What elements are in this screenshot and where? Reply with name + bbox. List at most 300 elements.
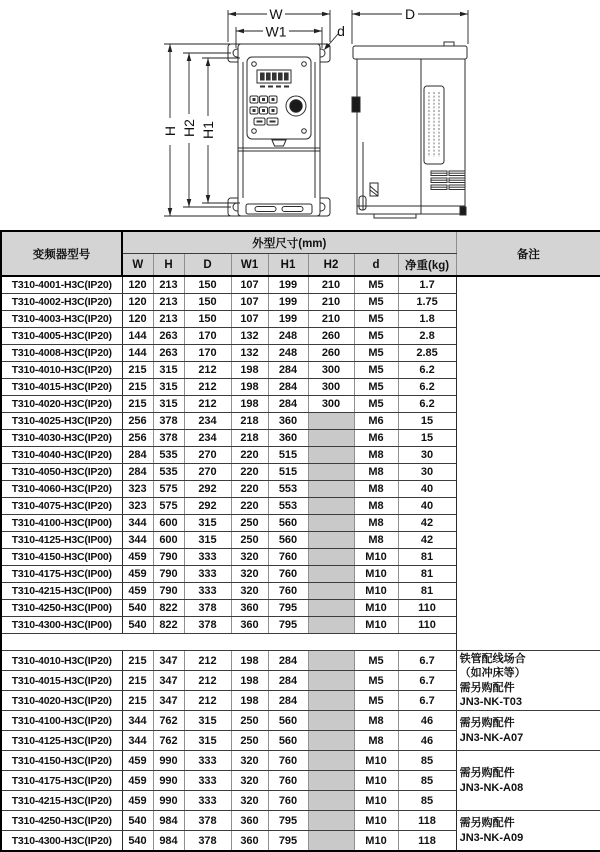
cell-w1: 360 xyxy=(231,831,268,852)
cell-h2 xyxy=(308,691,354,711)
cell-h: 213 xyxy=(153,311,184,328)
cell-d: M10 xyxy=(354,549,398,566)
spacer-cell xyxy=(1,634,456,651)
cell-h2 xyxy=(308,566,354,583)
header-col-h2: H2 xyxy=(308,254,354,277)
dim-label-w: W xyxy=(269,6,283,22)
cell-w: 459 xyxy=(122,583,153,600)
cell-h2 xyxy=(308,600,354,617)
cell-d: M8 xyxy=(354,515,398,532)
cell-w: 120 xyxy=(122,276,153,294)
cell-h2 xyxy=(308,711,354,731)
cell-remark: 需另购配件 JN3-NK-A09 xyxy=(456,811,600,852)
cell-model: T310-4020-H3C(IP20) xyxy=(1,396,122,413)
cell-d: M10 xyxy=(354,600,398,617)
cell-h1: 760 xyxy=(268,771,308,791)
header-dims-group: 外型尺寸(mm) xyxy=(122,231,456,254)
cell-w: 144 xyxy=(122,328,153,345)
cell-h1: 760 xyxy=(268,583,308,600)
cell-h2 xyxy=(308,464,354,481)
cell-w1: 250 xyxy=(231,711,268,731)
cell-h: 790 xyxy=(153,549,184,566)
cell-d: 292 xyxy=(184,498,231,515)
cell-weight: 1.8 xyxy=(398,311,456,328)
cell-w: 459 xyxy=(122,791,153,811)
cell-w: 120 xyxy=(122,294,153,311)
cell-d: M5 xyxy=(354,379,398,396)
cell-weight: 6.2 xyxy=(398,396,456,413)
cell-h: 378 xyxy=(153,430,184,447)
table-section-2 xyxy=(1,651,600,852)
cell-weight: 46 xyxy=(398,731,456,751)
cell-h1: 795 xyxy=(268,617,308,634)
cell-weight: 110 xyxy=(398,617,456,634)
cell-model: T310-4150-H3C(IP00) xyxy=(1,549,122,566)
cell-h2: 300 xyxy=(308,379,354,396)
header-col-h1: H1 xyxy=(268,254,308,277)
cell-d: M8 xyxy=(354,532,398,549)
cell-d: 234 xyxy=(184,413,231,430)
cell-w: 344 xyxy=(122,711,153,731)
cell-w: 256 xyxy=(122,430,153,447)
header-model: 变频器型号 xyxy=(1,231,122,276)
cell-remark: 铁管配线场合 （如冲床等） 需另购配件 JN3-NK-T03 xyxy=(456,651,600,711)
cell-h1: 284 xyxy=(268,691,308,711)
cell-h: 347 xyxy=(153,691,184,711)
cell-d: 378 xyxy=(184,811,231,831)
cell-w: 540 xyxy=(122,600,153,617)
dimensions-table xyxy=(0,230,600,852)
cell-model: T310-4100-H3C(IP20) xyxy=(1,711,122,731)
cell-d: 315 xyxy=(184,711,231,731)
cell-h1: 553 xyxy=(268,498,308,515)
cell-model: T310-4050-H3C(IP20) xyxy=(1,464,122,481)
cell-h: 213 xyxy=(153,276,184,294)
cell-weight: 30 xyxy=(398,447,456,464)
cell-h: 347 xyxy=(153,651,184,671)
cell-weight: 110 xyxy=(398,600,456,617)
cell-h1: 553 xyxy=(268,481,308,498)
cell-h1: 284 xyxy=(268,362,308,379)
cell-d: 270 xyxy=(184,464,231,481)
table-row xyxy=(1,276,600,294)
cell-h1: 760 xyxy=(268,566,308,583)
cell-w: 284 xyxy=(122,447,153,464)
cell-w1: 250 xyxy=(231,731,268,751)
cell-w1: 132 xyxy=(231,328,268,345)
cell-h: 263 xyxy=(153,345,184,362)
cell-h1: 360 xyxy=(268,430,308,447)
cell-d: M8 xyxy=(354,464,398,481)
cell-weight: 2.85 xyxy=(398,345,456,362)
cell-weight: 81 xyxy=(398,583,456,600)
cell-model: T310-4030-H3C(IP20) xyxy=(1,430,122,447)
cell-h2 xyxy=(308,583,354,600)
cell-h: 762 xyxy=(153,711,184,731)
cell-w: 215 xyxy=(122,379,153,396)
header-col-d: D xyxy=(184,254,231,277)
cell-w1: 198 xyxy=(231,651,268,671)
cell-w1: 220 xyxy=(231,447,268,464)
cell-model: T310-4001-H3C(IP20) xyxy=(1,276,122,294)
cell-d: M8 xyxy=(354,731,398,751)
cell-h1: 199 xyxy=(268,311,308,328)
cell-h2 xyxy=(308,831,354,852)
cell-model: T310-4175-H3C(IP00) xyxy=(1,566,122,583)
cell-d: 150 xyxy=(184,311,231,328)
cell-model: T310-4250-H3C(IP00) xyxy=(1,600,122,617)
cell-model: T310-4008-H3C(IP20) xyxy=(1,345,122,362)
cell-h2 xyxy=(308,447,354,464)
cell-model: T310-4015-H3C(IP20) xyxy=(1,379,122,396)
dim-label-w1: W1 xyxy=(265,23,287,40)
cell-d: 270 xyxy=(184,447,231,464)
cell-remark: 需另购配件 JN3-NK-A08 xyxy=(456,751,600,811)
cell-d: 212 xyxy=(184,691,231,711)
cell-w: 215 xyxy=(122,362,153,379)
cell-d: 212 xyxy=(184,671,231,691)
cell-w1: 360 xyxy=(231,811,268,831)
cell-w: 540 xyxy=(122,811,153,831)
cell-h: 315 xyxy=(153,379,184,396)
cell-w1: 198 xyxy=(231,379,268,396)
header-col-w: W xyxy=(122,254,153,277)
cell-h2: 300 xyxy=(308,362,354,379)
cell-w: 459 xyxy=(122,771,153,791)
cell-weight: 6.7 xyxy=(398,691,456,711)
cell-h1: 795 xyxy=(268,811,308,831)
cell-w: 323 xyxy=(122,498,153,515)
cell-d: M5 xyxy=(354,671,398,691)
cell-h1: 560 xyxy=(268,731,308,751)
cell-weight: 46 xyxy=(398,711,456,731)
cell-h1: 515 xyxy=(268,464,308,481)
cell-d: M10 xyxy=(354,791,398,811)
cell-w: 256 xyxy=(122,413,153,430)
cell-model: T310-4300-H3C(IP00) xyxy=(1,617,122,634)
cell-h2: 210 xyxy=(308,294,354,311)
cell-d: M10 xyxy=(354,566,398,583)
cell-w: 215 xyxy=(122,691,153,711)
cell-w1: 220 xyxy=(231,498,268,515)
cell-d: 378 xyxy=(184,831,231,852)
cell-d: M8 xyxy=(354,711,398,731)
cell-d: 315 xyxy=(184,532,231,549)
cell-weight: 85 xyxy=(398,771,456,791)
dim-label-h: H xyxy=(162,125,178,137)
cell-d: 333 xyxy=(184,771,231,791)
cell-h2 xyxy=(308,651,354,671)
cell-d: M8 xyxy=(354,481,398,498)
cell-h1: 199 xyxy=(268,276,308,294)
cell-h1: 284 xyxy=(268,396,308,413)
cell-d: M10 xyxy=(354,811,398,831)
cell-w: 323 xyxy=(122,481,153,498)
cell-w1: 320 xyxy=(231,751,268,771)
cell-weight: 1.75 xyxy=(398,294,456,311)
cell-h2: 210 xyxy=(308,276,354,294)
cell-h: 575 xyxy=(153,481,184,498)
cell-h: 600 xyxy=(153,515,184,532)
cell-h2: 260 xyxy=(308,345,354,362)
table-row xyxy=(1,711,600,731)
cell-h: 575 xyxy=(153,498,184,515)
cell-w: 344 xyxy=(122,532,153,549)
cell-h1: 284 xyxy=(268,651,308,671)
cell-w1: 320 xyxy=(231,791,268,811)
cell-weight: 6.2 xyxy=(398,362,456,379)
cell-weight: 81 xyxy=(398,549,456,566)
cell-model: T310-4010-H3C(IP20) xyxy=(1,651,122,671)
cell-weight: 85 xyxy=(398,751,456,771)
cell-h: 600 xyxy=(153,532,184,549)
cell-h: 263 xyxy=(153,328,184,345)
cell-h: 990 xyxy=(153,751,184,771)
cell-d: 333 xyxy=(184,549,231,566)
header-remark: 备注 xyxy=(456,231,600,276)
side-top-tab xyxy=(444,42,454,46)
cell-model: T310-4215-H3C(IP00) xyxy=(1,583,122,600)
cell-w: 144 xyxy=(122,345,153,362)
cell-model: T310-4300-H3C(IP20) xyxy=(1,831,122,852)
cell-d: 212 xyxy=(184,396,231,413)
dim-label-h1: H1 xyxy=(200,121,216,139)
cell-w1: 320 xyxy=(231,549,268,566)
cell-w: 540 xyxy=(122,831,153,852)
cell-w1: 198 xyxy=(231,671,268,691)
cell-h2: 260 xyxy=(308,328,354,345)
dim-label-d-screw: d xyxy=(337,23,345,39)
cell-weight: 42 xyxy=(398,515,456,532)
cell-model: T310-4015-H3C(IP20) xyxy=(1,671,122,691)
cell-w1: 360 xyxy=(231,600,268,617)
cell-d: 292 xyxy=(184,481,231,498)
cell-d: 234 xyxy=(184,430,231,447)
side-mount-bracket xyxy=(352,97,360,112)
cell-remark: 需另购配件 JN3-NK-A07 xyxy=(456,711,600,751)
cell-w1: 218 xyxy=(231,430,268,447)
cell-h: 315 xyxy=(153,396,184,413)
cell-d: 315 xyxy=(184,731,231,751)
dimension-drawings xyxy=(0,0,600,230)
cell-h1: 199 xyxy=(268,294,308,311)
cell-w: 215 xyxy=(122,651,153,671)
cell-h2 xyxy=(308,811,354,831)
cell-model: T310-4215-H3C(IP20) xyxy=(1,791,122,811)
cell-model: T310-4020-H3C(IP20) xyxy=(1,691,122,711)
cell-weight: 40 xyxy=(398,481,456,498)
cell-h: 984 xyxy=(153,831,184,852)
cell-d: M5 xyxy=(354,311,398,328)
cell-h2 xyxy=(308,731,354,751)
cell-h: 984 xyxy=(153,811,184,831)
cell-d: 333 xyxy=(184,566,231,583)
cell-d: 212 xyxy=(184,379,231,396)
cell-model: T310-4125-H3C(IP00) xyxy=(1,532,122,549)
cell-w: 344 xyxy=(122,731,153,751)
cell-d: 150 xyxy=(184,276,231,294)
cell-weight: 40 xyxy=(398,498,456,515)
cell-d: M8 xyxy=(354,498,398,515)
cell-h: 822 xyxy=(153,600,184,617)
cell-d: M10 xyxy=(354,831,398,852)
cell-model: T310-4005-H3C(IP20) xyxy=(1,328,122,345)
cell-d: M6 xyxy=(354,430,398,447)
cell-weight: 6.2 xyxy=(398,379,456,396)
cell-h: 535 xyxy=(153,464,184,481)
cell-h2 xyxy=(308,532,354,549)
cell-model: T310-4025-H3C(IP20) xyxy=(1,413,122,430)
cell-w: 284 xyxy=(122,464,153,481)
cell-h: 822 xyxy=(153,617,184,634)
dim-label-h2: H2 xyxy=(181,119,197,137)
cell-h1: 560 xyxy=(268,532,308,549)
cell-w: 215 xyxy=(122,671,153,691)
cell-w1: 220 xyxy=(231,481,268,498)
cell-h2 xyxy=(308,617,354,634)
cell-w: 120 xyxy=(122,311,153,328)
cell-h2: 300 xyxy=(308,396,354,413)
cell-d: M5 xyxy=(354,362,398,379)
cell-weight: 85 xyxy=(398,791,456,811)
cell-d: M6 xyxy=(354,413,398,430)
cell-weight: 15 xyxy=(398,430,456,447)
cell-d: M5 xyxy=(354,396,398,413)
cell-h2 xyxy=(308,791,354,811)
cell-model: T310-4040-H3C(IP20) xyxy=(1,447,122,464)
cell-h2 xyxy=(308,549,354,566)
cell-h2: 210 xyxy=(308,311,354,328)
cell-h2 xyxy=(308,515,354,532)
cell-model: T310-4250-H3C(IP20) xyxy=(1,811,122,831)
cell-d: 333 xyxy=(184,791,231,811)
cell-d: M5 xyxy=(354,651,398,671)
cell-w: 540 xyxy=(122,617,153,634)
cell-h1: 515 xyxy=(268,447,308,464)
cell-h: 990 xyxy=(153,791,184,811)
cell-h2 xyxy=(308,751,354,771)
drawing-svg xyxy=(0,0,600,230)
cell-model: T310-4002-H3C(IP20) xyxy=(1,294,122,311)
cell-d: M10 xyxy=(354,771,398,791)
cell-w1: 360 xyxy=(231,617,268,634)
header-col-weight: 净重(kg) xyxy=(398,254,456,277)
cell-weight: 30 xyxy=(398,464,456,481)
cell-d: M5 xyxy=(354,345,398,362)
header-col-screw: d xyxy=(354,254,398,277)
cell-w: 459 xyxy=(122,566,153,583)
cell-w1: 132 xyxy=(231,345,268,362)
cell-d: M5 xyxy=(354,294,398,311)
cell-weight: 118 xyxy=(398,811,456,831)
cell-h1: 360 xyxy=(268,413,308,430)
table-row xyxy=(1,811,600,831)
cell-w1: 107 xyxy=(231,294,268,311)
cell-w: 459 xyxy=(122,751,153,771)
cell-weight: 118 xyxy=(398,831,456,852)
cell-model: T310-4075-H3C(IP20) xyxy=(1,498,122,515)
cell-h1: 248 xyxy=(268,328,308,345)
cell-model: T310-4003-H3C(IP20) xyxy=(1,311,122,328)
cell-w1: 320 xyxy=(231,583,268,600)
cell-h2 xyxy=(308,430,354,447)
cell-model: T310-4010-H3C(IP20) xyxy=(1,362,122,379)
cell-weight: 2.8 xyxy=(398,328,456,345)
cell-h2 xyxy=(308,671,354,691)
cell-d: 378 xyxy=(184,617,231,634)
cell-weight: 6.7 xyxy=(398,651,456,671)
cell-d: 212 xyxy=(184,362,231,379)
cell-weight: 42 xyxy=(398,532,456,549)
cell-d: M5 xyxy=(354,328,398,345)
cell-model: T310-4150-H3C(IP20) xyxy=(1,751,122,771)
cell-h: 990 xyxy=(153,771,184,791)
cell-h1: 560 xyxy=(268,515,308,532)
cell-model: T310-4060-H3C(IP20) xyxy=(1,481,122,498)
cell-d: 170 xyxy=(184,345,231,362)
cell-h2 xyxy=(308,413,354,430)
cell-w1: 320 xyxy=(231,566,268,583)
header-col-h: H xyxy=(153,254,184,277)
cell-h1: 760 xyxy=(268,549,308,566)
cell-model: T310-4125-H3C(IP20) xyxy=(1,731,122,751)
cell-model: T310-4175-H3C(IP20) xyxy=(1,771,122,791)
cell-w1: 218 xyxy=(231,413,268,430)
cell-h2 xyxy=(308,498,354,515)
cell-d: 333 xyxy=(184,583,231,600)
cell-h2 xyxy=(308,771,354,791)
cell-w1: 198 xyxy=(231,396,268,413)
cell-h: 315 xyxy=(153,362,184,379)
cell-w1: 107 xyxy=(231,276,268,294)
cell-h1: 560 xyxy=(268,711,308,731)
cell-h1: 795 xyxy=(268,831,308,852)
cell-h2 xyxy=(308,481,354,498)
cell-remark xyxy=(456,276,600,651)
cell-h1: 284 xyxy=(268,379,308,396)
table-row xyxy=(1,751,600,771)
cell-h1: 284 xyxy=(268,671,308,691)
cell-h: 347 xyxy=(153,671,184,691)
table-row xyxy=(1,651,600,671)
cell-d: 333 xyxy=(184,751,231,771)
cell-w1: 320 xyxy=(231,771,268,791)
cell-d: 150 xyxy=(184,294,231,311)
cell-h1: 760 xyxy=(268,791,308,811)
cell-d: 212 xyxy=(184,651,231,671)
cell-w1: 250 xyxy=(231,532,268,549)
cell-w1: 220 xyxy=(231,464,268,481)
cell-h: 378 xyxy=(153,413,184,430)
cell-h1: 795 xyxy=(268,600,308,617)
header-col-w1: W1 xyxy=(231,254,268,277)
cell-d: 378 xyxy=(184,600,231,617)
cell-h: 213 xyxy=(153,294,184,311)
cell-h: 762 xyxy=(153,731,184,751)
side-top-cap xyxy=(353,46,467,59)
cell-d: M10 xyxy=(354,617,398,634)
cell-weight: 81 xyxy=(398,566,456,583)
dim-label-depth: D xyxy=(404,6,416,22)
table-header xyxy=(1,231,600,276)
cell-model: T310-4100-H3C(IP00) xyxy=(1,515,122,532)
cell-h: 535 xyxy=(153,447,184,464)
cell-d: 170 xyxy=(184,328,231,345)
cell-h1: 248 xyxy=(268,345,308,362)
cell-weight: 6.7 xyxy=(398,671,456,691)
cell-d: 315 xyxy=(184,515,231,532)
cell-w: 215 xyxy=(122,396,153,413)
